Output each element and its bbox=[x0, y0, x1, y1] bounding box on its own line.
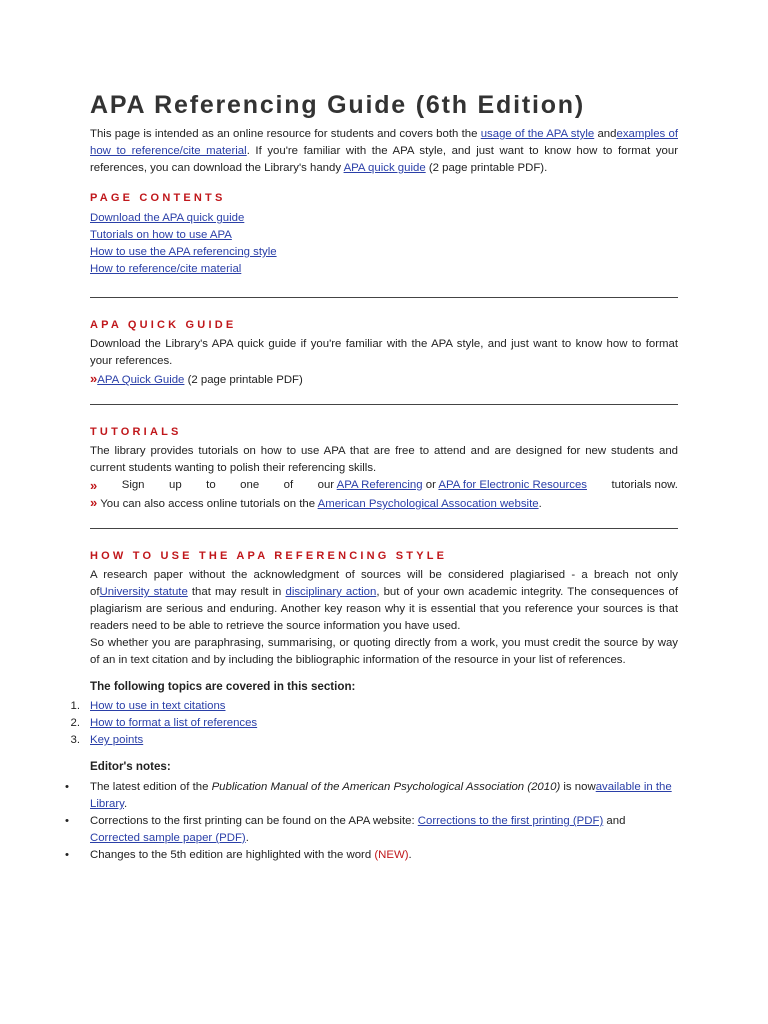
tutorials-online-line: » You can also access online tutorials on the American Psychological Assocation website. bbox=[90, 495, 542, 510]
page-title: APA Referencing Guide (6th Edition) bbox=[90, 91, 585, 119]
toc-link-cite-material[interactable]: How to reference/cite material bbox=[90, 263, 242, 275]
disciplinary-action-link[interactable]: disciplinary action bbox=[285, 586, 377, 598]
bullet-icon: • bbox=[65, 815, 69, 827]
university-statute-link[interactable]: University statute bbox=[99, 586, 188, 598]
how-to-paragraph-2: So whether you are paraphrasing, summarising, or quoting directly from a work, you must credit the source by way of an in text citation and by including the bibliographic information of the resource in your list of references. bbox=[90, 637, 678, 666]
usage-link[interactable]: usage of the APA style bbox=[480, 128, 595, 140]
how-to-use-heading: HOW TO USE THE APA REFERENCING STYLE bbox=[90, 550, 448, 562]
divider bbox=[90, 404, 678, 405]
list-item: 1. How to use in text citations bbox=[70, 700, 226, 712]
chevron-icon: » bbox=[90, 495, 98, 510]
quick-guide-text: Download the Library's APA quick guide if you're familiar with the APA style, and just want to know how to format your references. bbox=[90, 338, 678, 367]
editors-notes-list bbox=[65, 779, 678, 864]
toc-link-how-to-use[interactable]: How to use the APA referencing style bbox=[90, 246, 277, 258]
corrected-sample-paper-link[interactable]: Corrected sample paper (PDF) bbox=[90, 832, 246, 844]
page-contents-list bbox=[90, 210, 678, 278]
list-item: 2. How to format a list of references bbox=[70, 717, 258, 729]
quick-guide-link-line: »APA Quick Guide (2 page printable PDF) bbox=[90, 371, 303, 386]
bullet-icon: • bbox=[65, 781, 69, 793]
chevron-icon: » bbox=[90, 371, 98, 386]
chevron-icon: » bbox=[90, 478, 98, 493]
apa-referencing-tutorial-link[interactable]: APA Referencing bbox=[336, 479, 423, 491]
divider bbox=[90, 528, 678, 529]
new-marker: (NEW) bbox=[374, 849, 409, 861]
topic-link-format-references[interactable]: How to format a list of references bbox=[90, 717, 258, 729]
tutorials-text: The library provides tutorials on how to use APA that are free to attend and are designed for new students and current students wanting to polish their referencing skills. bbox=[90, 445, 678, 474]
available-in-library-link[interactable]: available in the Library bbox=[90, 781, 672, 810]
topics-list bbox=[70, 698, 678, 749]
editors-notes-heading: Editor's notes: bbox=[90, 760, 171, 773]
list-item: • Changes to the 5th edition are highlighted with the word (NEW). bbox=[90, 847, 678, 864]
bullet-icon: • bbox=[65, 849, 69, 861]
topic-link-in-text-citations[interactable]: How to use in text citations bbox=[90, 700, 226, 712]
topics-heading: The following topics are covered in this section: bbox=[90, 680, 356, 693]
corrections-first-printing-link[interactable]: Corrections to the first printing (PDF) bbox=[417, 815, 604, 827]
how-to-paragraph-1: A research paper without the acknowledgment of sources will be considered plagiarised - a breach not only ofUniversity statute that may result in disciplinary action, but of your own academic integrity. The consequences of plagiarism are serious and enduring. Another key reason why it is essential that you reference your sources is that readers need to be able to retrieve the source information you have used. bbox=[90, 569, 678, 632]
apa-website-link[interactable]: American Psychological Assocation website bbox=[317, 498, 539, 510]
apa-quick-guide-link[interactable]: APA quick guide bbox=[343, 162, 426, 174]
tutorials-heading: TUTORIALS bbox=[90, 426, 182, 438]
apa-electronic-resources-tutorial-link[interactable]: APA for Electronic Resources bbox=[438, 479, 587, 491]
topic-link-key-points[interactable]: Key points bbox=[90, 734, 144, 746]
quick-guide-heading: APA QUICK GUIDE bbox=[90, 319, 237, 331]
page-contents-heading: PAGE CONTENTS bbox=[90, 192, 226, 204]
article bbox=[65, 88, 678, 864]
examples-link[interactable]: examples of how to reference/cite material bbox=[90, 128, 678, 157]
list-item: • Corrections to the first printing can be found on the APA website: Corrections to the first printing (PDF) and Corrected sample paper (PDF). bbox=[65, 815, 626, 844]
toc-link-tutorials[interactable]: Tutorials on how to use APA bbox=[90, 229, 232, 241]
list-item: • The latest edition of the Publication Manual of the American Psychological Association (2010) is nowavailable in the Library. bbox=[65, 781, 672, 810]
apa-quick-guide-pdf-link[interactable]: APA Quick Guide bbox=[97, 374, 185, 386]
toc-link-download[interactable]: Download the APA quick guide bbox=[90, 212, 245, 224]
list-item: 3. Key points bbox=[70, 734, 144, 746]
tutorials-signup-line: » Sign up to one of our APA Referencing or APA for Electronic Resources tutorials now. bbox=[90, 478, 678, 493]
intro-paragraph: This page is intended as an online resource for students and covers both the usage of the APA style andexamples of how to reference/cite material. If you're familiar with the APA style, and just want to know how to format your references, you can download the Library's handy APA quick guide (2 page printable PDF). bbox=[90, 128, 678, 174]
divider bbox=[90, 297, 678, 298]
